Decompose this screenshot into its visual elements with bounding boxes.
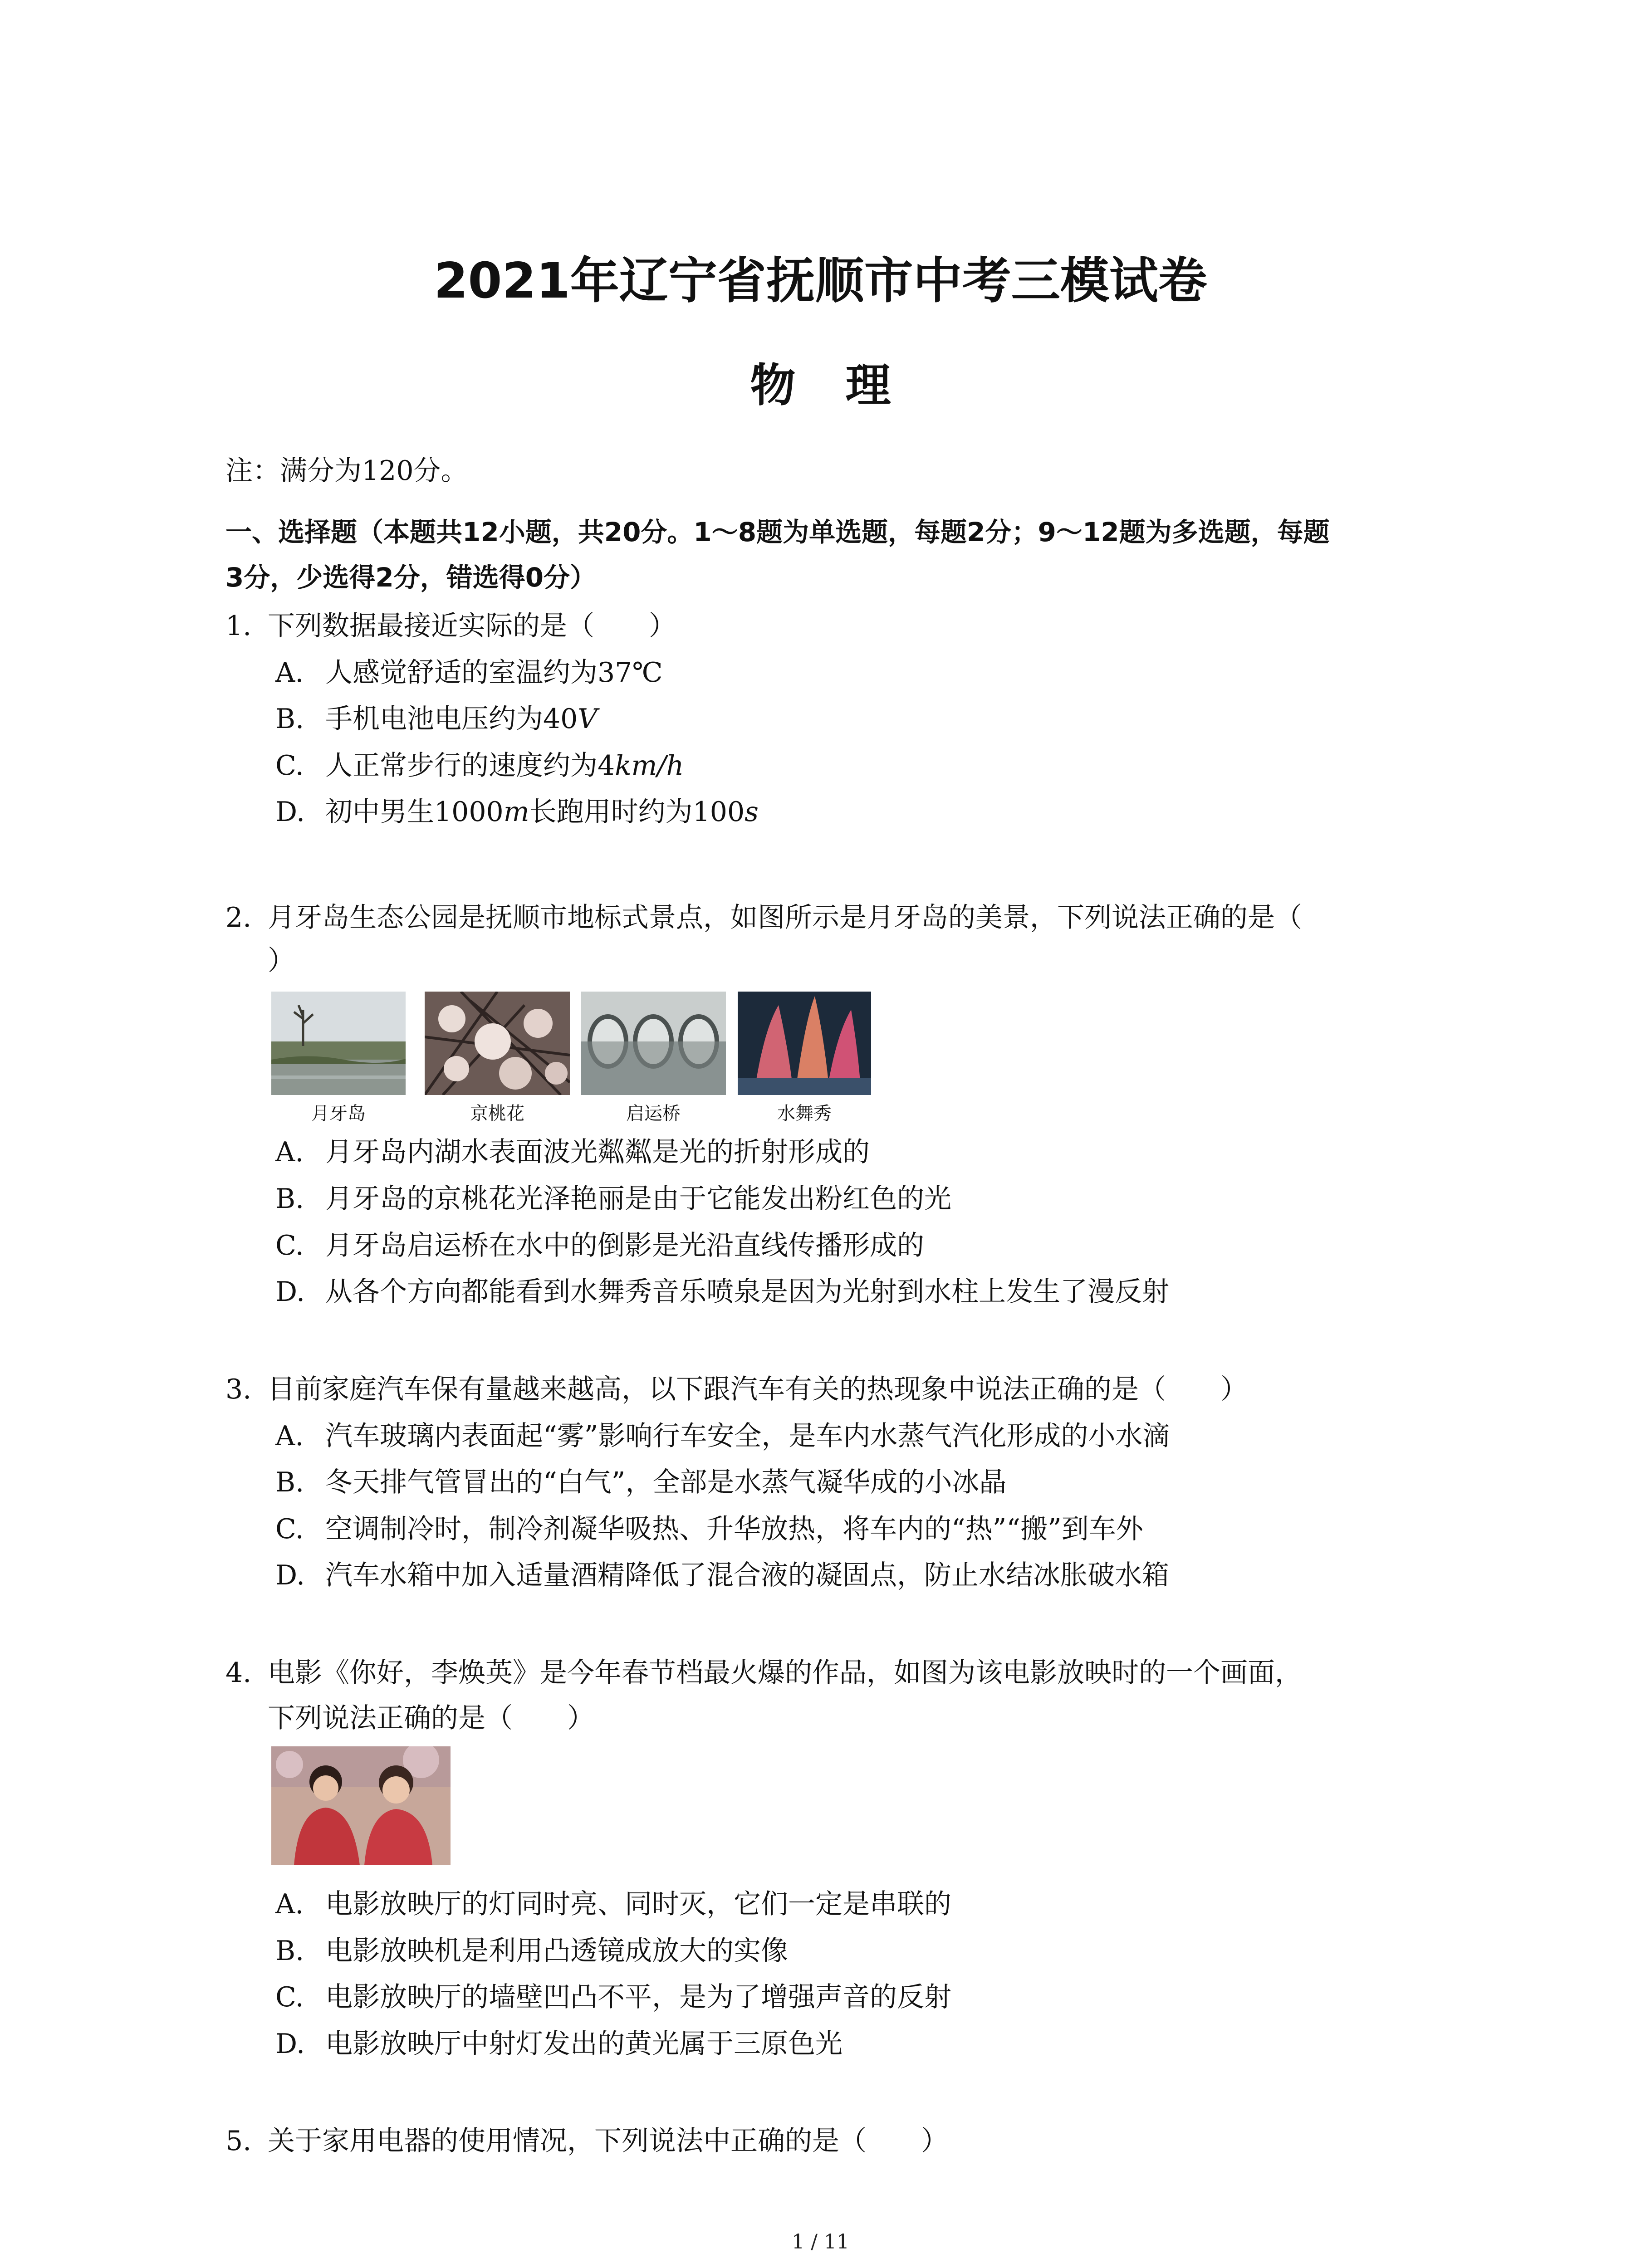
option-b xyxy=(275,697,598,741)
photo-caption: 月牙岛 xyxy=(311,1103,366,1124)
option-text: 汽车玻璃内表面起“雾”影响行车安全，是车内水蒸气汽化形成的小水滴 xyxy=(325,1420,1170,1452)
option-label: A. xyxy=(275,657,304,689)
question-number: 1. xyxy=(225,610,252,642)
option-c xyxy=(275,1507,1143,1551)
question-number: 4. xyxy=(225,1657,252,1689)
question-number: 2. xyxy=(225,902,252,934)
option-label: B. xyxy=(275,703,304,735)
option-text: 从各个方向都能看到水舞秀音乐喷泉是因为光射到水柱上发生了漫反射 xyxy=(325,1276,1169,1308)
question-stem: 电影《你好，李焕英》是今年春节档最火爆的作品，如图为该电影放映时的一个画面， xyxy=(268,1657,1302,1689)
option-text: 空调制冷时，制冷剂凝华吸热、升华放热，将车内的“热”“搬”到车外 xyxy=(325,1513,1143,1545)
option-text: 电影放映厅的墙壁凹凸不平，是为了增强声音的反射 xyxy=(325,1981,951,2013)
question-stem-cont: ） xyxy=(268,945,295,977)
option-text: 长跑用时约为100 xyxy=(529,796,745,828)
option-text: 人正常步行的速度约为4 xyxy=(325,750,615,782)
option-b xyxy=(275,1929,788,1973)
option-a xyxy=(275,1414,1170,1458)
question-stem-cont: 下列说法正确的是（ ） xyxy=(268,1702,594,1734)
option-label: D. xyxy=(275,2028,305,2060)
option-d xyxy=(275,1554,1169,1597)
question-stem: 目前家庭汽车保有量越来越高，以下跟汽车有关的热现象中说法正确的是（ ） xyxy=(268,1374,1248,1405)
option-text: 电影放映厅中射灯发出的黄光属于三原色光 xyxy=(325,2028,843,2060)
photo-water-show xyxy=(738,992,871,1095)
option-d xyxy=(275,2022,843,2066)
option-text: 月牙岛的京桃花光泽艳丽是由于它能发出粉红色的光 xyxy=(325,1183,951,1215)
option-c xyxy=(275,1975,951,2019)
option-unit: s xyxy=(745,796,759,828)
option-text: 冬天排气管冒出的“白气”，全部是水蒸气凝华成的小冰晶 xyxy=(325,1466,1007,1498)
photo-caption: 京桃花 xyxy=(470,1103,524,1124)
photo-caption: 启运桥 xyxy=(626,1103,681,1124)
option-text: 人感觉舒适的室温约为37℃ xyxy=(325,657,663,689)
option-label: C. xyxy=(275,1513,304,1545)
photo-qiyun-bridge xyxy=(581,992,726,1095)
option-label: C. xyxy=(275,1981,304,2013)
question-stem: 月牙岛生态公园是抚顺市地标式景点，如图所示是月牙岛的美景，下列说法正确的是（ xyxy=(268,902,1302,934)
option-label: D. xyxy=(275,1276,305,1308)
photo-peach-blossom xyxy=(425,992,570,1095)
option-label: B. xyxy=(275,1183,304,1215)
page-number: 1 / 11 xyxy=(792,2230,849,2253)
option-label: B. xyxy=(275,1935,304,1967)
option-label: A. xyxy=(275,1136,304,1168)
option-label: A. xyxy=(275,1420,304,1452)
option-label: C. xyxy=(275,750,304,782)
option-label: B. xyxy=(275,1466,304,1498)
option-text: 电影放映厅的灯同时亮、同时灭，它们一定是串联的 xyxy=(325,1888,951,1920)
option-c xyxy=(275,1224,924,1267)
option-text: 月牙岛内湖水表面波光粼粼是光的折射形成的 xyxy=(325,1136,870,1168)
page-title: 2021年辽宁省抚顺市中考三模试卷 xyxy=(434,253,1207,309)
option-text: 电影放映机是利用凸透镜成放大的实像 xyxy=(325,1935,788,1967)
option-a xyxy=(275,1882,951,1926)
option-unit: V xyxy=(578,703,598,735)
option-a xyxy=(275,651,662,694)
photo-moon-island xyxy=(271,992,406,1095)
option-b xyxy=(275,1177,951,1221)
option-text: 月牙岛启运桥在水中的倒影是光沿直线传播形成的 xyxy=(325,1230,924,1261)
question-number: 5. xyxy=(225,2125,252,2157)
question-stem: 关于家用电器的使用情况，下列说法中正确的是（ ） xyxy=(268,2125,948,2157)
option-text: 汽车水箱中加入适量酒精降低了混合液的凝固点，防止水结冰胀破水箱 xyxy=(325,1559,1169,1591)
subject-title: 物理 xyxy=(750,359,941,412)
option-c xyxy=(275,744,684,787)
photo-caption: 水舞秀 xyxy=(777,1103,832,1124)
option-b xyxy=(275,1461,1006,1504)
option-a xyxy=(275,1130,870,1174)
option-text: 手机电池电压约为40 xyxy=(325,703,578,735)
option-label: A. xyxy=(275,1888,304,1920)
question-stem: 下列数据最接近实际的是（ ） xyxy=(268,610,676,642)
question-number: 3. xyxy=(225,1374,252,1405)
section-heading-line2: 3分，少选得2分，错选得0分） xyxy=(225,562,597,593)
option-unit: km/h xyxy=(615,750,684,782)
option-d xyxy=(275,790,759,834)
score-note: 注：满分为120分。 xyxy=(225,455,468,487)
option-label: C. xyxy=(275,1230,304,1261)
section-heading-line1: 一、选择题（本题共12小题，共20分。1～8题为单选题，每题2分；9～12题为多选题，每题 xyxy=(225,517,1330,547)
option-text: 初中男生1000 xyxy=(325,796,504,828)
photo-movie-still xyxy=(271,1746,451,1865)
option-label: D. xyxy=(275,1559,305,1591)
option-label: D. xyxy=(275,796,305,828)
option-unit: m xyxy=(503,796,529,828)
option-d xyxy=(275,1270,1169,1314)
